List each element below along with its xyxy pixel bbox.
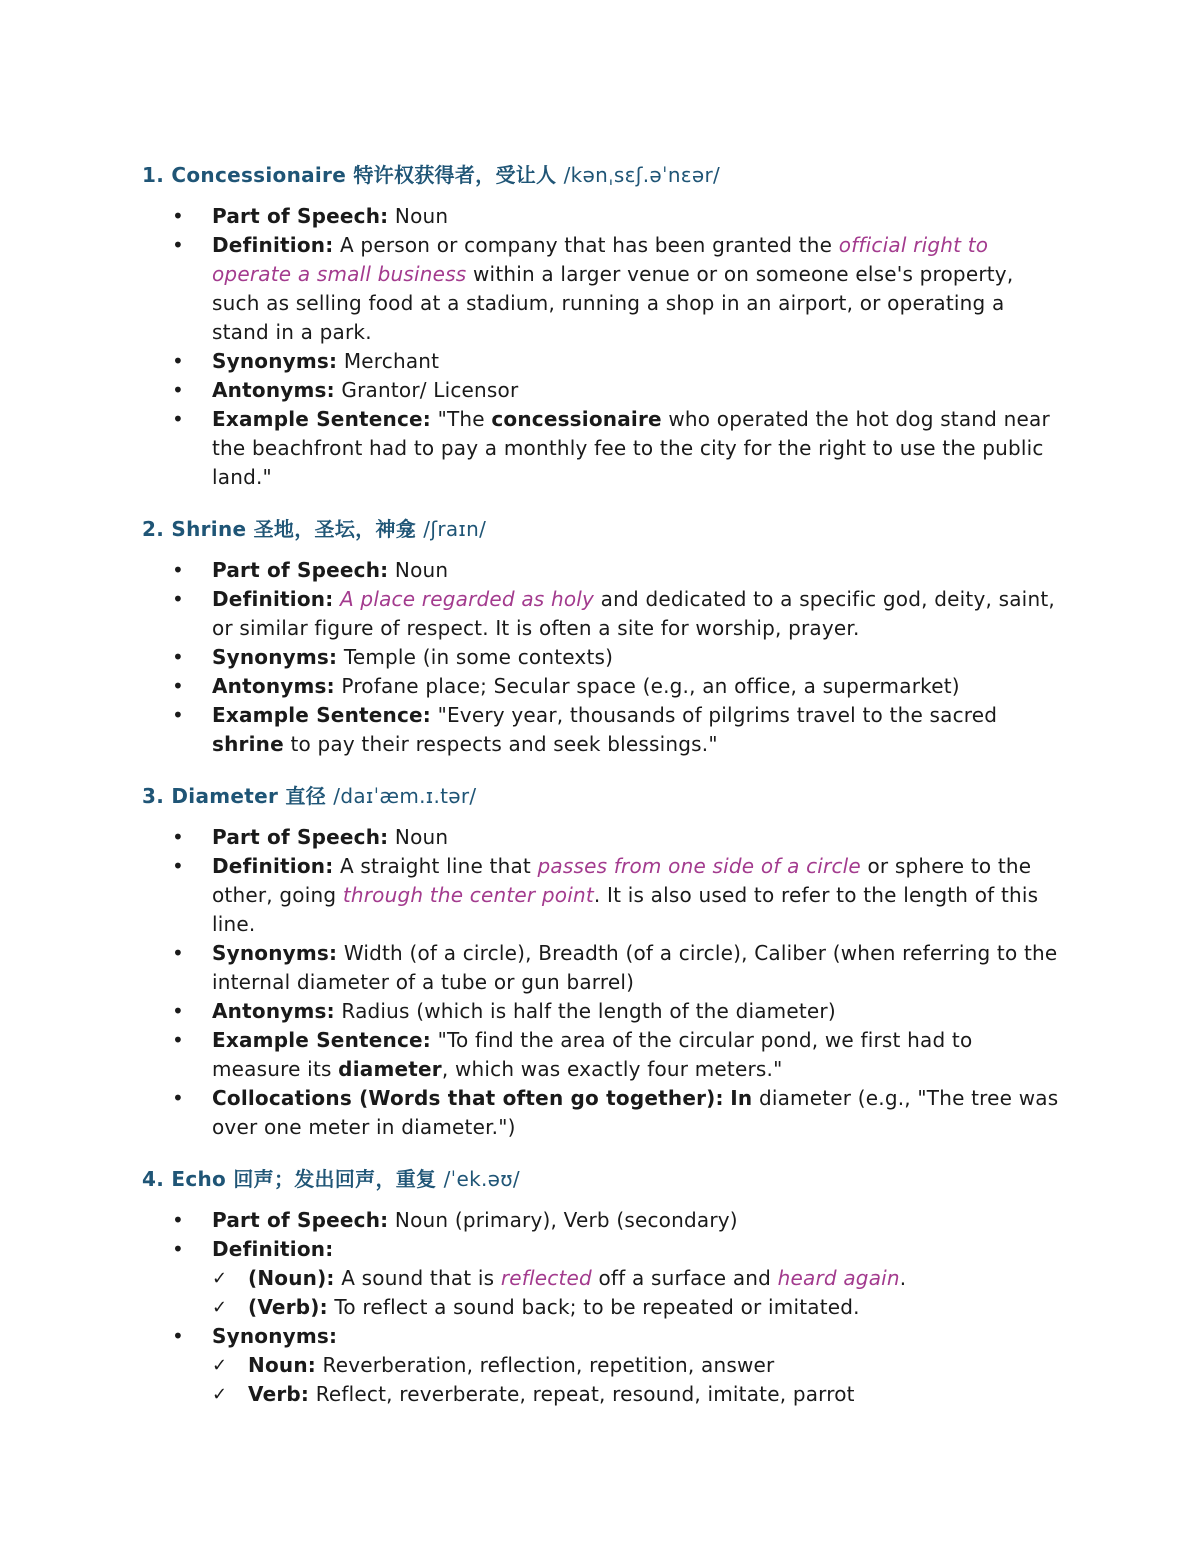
part-of-speech xyxy=(142,1206,1062,1235)
highlighted-phrase: reflected xyxy=(500,1266,592,1290)
entry-number: 3. xyxy=(142,784,165,808)
entry-word: Shrine xyxy=(171,517,247,541)
field-value: "The xyxy=(437,407,485,431)
entry-concessionaire xyxy=(142,158,1062,492)
field-label: Synonyms: xyxy=(212,349,338,373)
field-value: , which was exactly four meters." xyxy=(441,1057,783,1081)
entry-title xyxy=(142,512,1062,546)
entry-number: 4. xyxy=(142,1167,165,1191)
field-value: who operated the hot dog stand near the beachfront had to pay a monthly fee to the city for the right to use the public land." xyxy=(212,407,1050,489)
entry-word: Diameter xyxy=(171,784,279,808)
bold-keyword: In xyxy=(730,1086,753,1110)
part-of-speech xyxy=(142,823,1062,852)
field-label: Antonyms: xyxy=(212,674,335,698)
example-sentence xyxy=(142,701,1062,759)
entry-number: 2. xyxy=(142,517,165,541)
field-value: Noun xyxy=(394,825,449,849)
definition xyxy=(142,231,1062,347)
field-label: Antonyms: xyxy=(212,378,335,402)
synonyms xyxy=(142,1322,1062,1409)
field-value: "To find the area of the circular pond, we first had to measure its xyxy=(212,1028,973,1081)
field-label: Collocations (Words that often go together): xyxy=(212,1086,724,1110)
field-label: Definition: xyxy=(212,233,334,257)
field-label: Definition: xyxy=(212,854,334,878)
sub-label: Noun: xyxy=(248,1353,316,1377)
entry-ipa: /kənˌsɛʃ.əˈnɛər/ xyxy=(563,163,721,187)
antonyms xyxy=(142,997,1062,1026)
entry-diameter xyxy=(142,779,1062,1142)
entry-chinese: 圣地，圣坛，神龛 xyxy=(253,517,417,541)
field-value: Reflect, reverberate, repeat, resound, imitate, parrot xyxy=(315,1382,855,1406)
sub-label: (Noun): xyxy=(248,1266,335,1290)
field-value: Temple (in some contexts) xyxy=(343,645,614,669)
field-value: Grantor/ Licensor xyxy=(341,378,519,402)
field-label: Example Sentence: xyxy=(212,1028,431,1052)
example-sentence xyxy=(142,1026,1062,1084)
synonyms-noun xyxy=(212,1351,1062,1380)
synonyms-sublist xyxy=(212,1351,1062,1409)
entry-chinese: 特许权获得者，受让人 xyxy=(353,163,557,187)
field-value: Reverberation, reflection, repetition, answer xyxy=(322,1353,775,1377)
field-label: Antonyms: xyxy=(212,999,335,1023)
highlighted-phrase: through the center point xyxy=(342,883,594,907)
field-value: Profane place; Secular space (e.g., an office, a supermarket) xyxy=(341,674,960,698)
part-of-speech xyxy=(142,202,1062,231)
field-value: . xyxy=(899,1266,907,1290)
vocabulary-list xyxy=(142,158,1062,1429)
definition xyxy=(142,585,1062,643)
field-label: Part of Speech: xyxy=(212,204,389,228)
field-value: "Every year, thousands of pilgrims travel to the sacred xyxy=(437,703,998,727)
field-value: diameter (e.g., "The tree was over one meter in diameter.") xyxy=(212,1086,1059,1139)
bold-keyword: diameter xyxy=(338,1057,442,1081)
field-label: Definition: xyxy=(212,1237,334,1261)
entry-fields xyxy=(142,556,1062,759)
entry-chinese: 回声；发出回声，重复 xyxy=(233,1167,437,1191)
field-value: off a surface and xyxy=(598,1266,772,1290)
example-sentence xyxy=(142,405,1062,492)
entry-ipa: /ʃraɪn/ xyxy=(423,517,487,541)
field-value: . It is also used to refer to the length of this line. xyxy=(212,883,1039,936)
field-value: A sound that is xyxy=(341,1266,495,1290)
field-label: Synonyms: xyxy=(212,1324,338,1348)
sub-label: Verb: xyxy=(248,1382,310,1406)
field-value: A person or company that has been granted the xyxy=(339,233,833,257)
antonyms xyxy=(142,672,1062,701)
definition-verb xyxy=(212,1293,1062,1322)
entry-chinese: 直径 xyxy=(285,784,327,808)
entry-title xyxy=(142,1162,1062,1196)
antonyms xyxy=(142,376,1062,405)
field-label: Part of Speech: xyxy=(212,558,389,582)
field-value: Noun xyxy=(394,558,449,582)
entry-number: 1. xyxy=(142,163,165,187)
entry-echo xyxy=(142,1162,1062,1409)
entry-shrine xyxy=(142,512,1062,759)
part-of-speech xyxy=(142,556,1062,585)
field-value: Width (of a circle), Breadth (of a circle), Caliber (when referring to the internal diameter of a tube or gun barrel) xyxy=(212,941,1058,994)
collocations xyxy=(142,1084,1062,1142)
field-label: Synonyms: xyxy=(212,645,338,669)
entry-title xyxy=(142,158,1062,192)
definition xyxy=(142,1235,1062,1322)
field-label: Part of Speech: xyxy=(212,1208,389,1232)
field-value: Noun xyxy=(394,204,449,228)
field-value: or sphere to the other, going xyxy=(212,854,1032,907)
field-value: and dedicated to a specific god, deity, saint, or similar figure of respect. It is often a site for worship, prayer. xyxy=(212,587,1055,640)
bold-keyword: shrine xyxy=(212,732,284,756)
entry-title xyxy=(142,779,1062,813)
field-label: Part of Speech: xyxy=(212,825,389,849)
field-value: To reflect a sound back; to be repeated or imitated. xyxy=(334,1295,860,1319)
synonyms xyxy=(142,939,1062,997)
field-value: Radius (which is half the length of the diameter) xyxy=(341,999,836,1023)
field-value: Merchant xyxy=(343,349,440,373)
field-label: Example Sentence: xyxy=(212,703,431,727)
entry-ipa: /ˈek.əʊ/ xyxy=(443,1167,520,1191)
field-value: Noun (primary), Verb (secondary) xyxy=(394,1208,738,1232)
field-label: Definition: xyxy=(212,587,334,611)
bold-keyword: concessionaire xyxy=(491,407,662,431)
field-value: A straight line that xyxy=(339,854,531,878)
definition xyxy=(142,852,1062,939)
field-value: within a larger venue or on someone else's property, such as selling food at a stadium, running a shop in an airport, or operating a stand in a park. xyxy=(212,262,1014,344)
highlighted-phrase: heard again xyxy=(777,1266,900,1290)
definition-sublist xyxy=(212,1264,1062,1322)
highlighted-phrase: A place regarded as holy xyxy=(339,587,595,611)
entry-ipa: /daɪˈæm.ɪ.tər/ xyxy=(333,784,477,808)
field-value: to pay their respects and seek blessings." xyxy=(290,732,718,756)
highlighted-phrase: passes from one side of a circle xyxy=(537,854,861,878)
entry-fields xyxy=(142,1206,1062,1409)
sub-label: (Verb): xyxy=(248,1295,328,1319)
synonyms-verb xyxy=(212,1380,1062,1409)
highlighted-phrase: official right to operate a small business xyxy=(212,233,989,286)
definition-noun xyxy=(212,1264,1062,1293)
entry-fields xyxy=(142,202,1062,492)
field-label: Synonyms: xyxy=(212,941,338,965)
entry-word: Concessionaire xyxy=(171,163,347,187)
entry-fields xyxy=(142,823,1062,1142)
synonyms xyxy=(142,347,1062,376)
entry-word: Echo xyxy=(171,1167,227,1191)
synonyms xyxy=(142,643,1062,672)
field-label: Example Sentence: xyxy=(212,407,431,431)
